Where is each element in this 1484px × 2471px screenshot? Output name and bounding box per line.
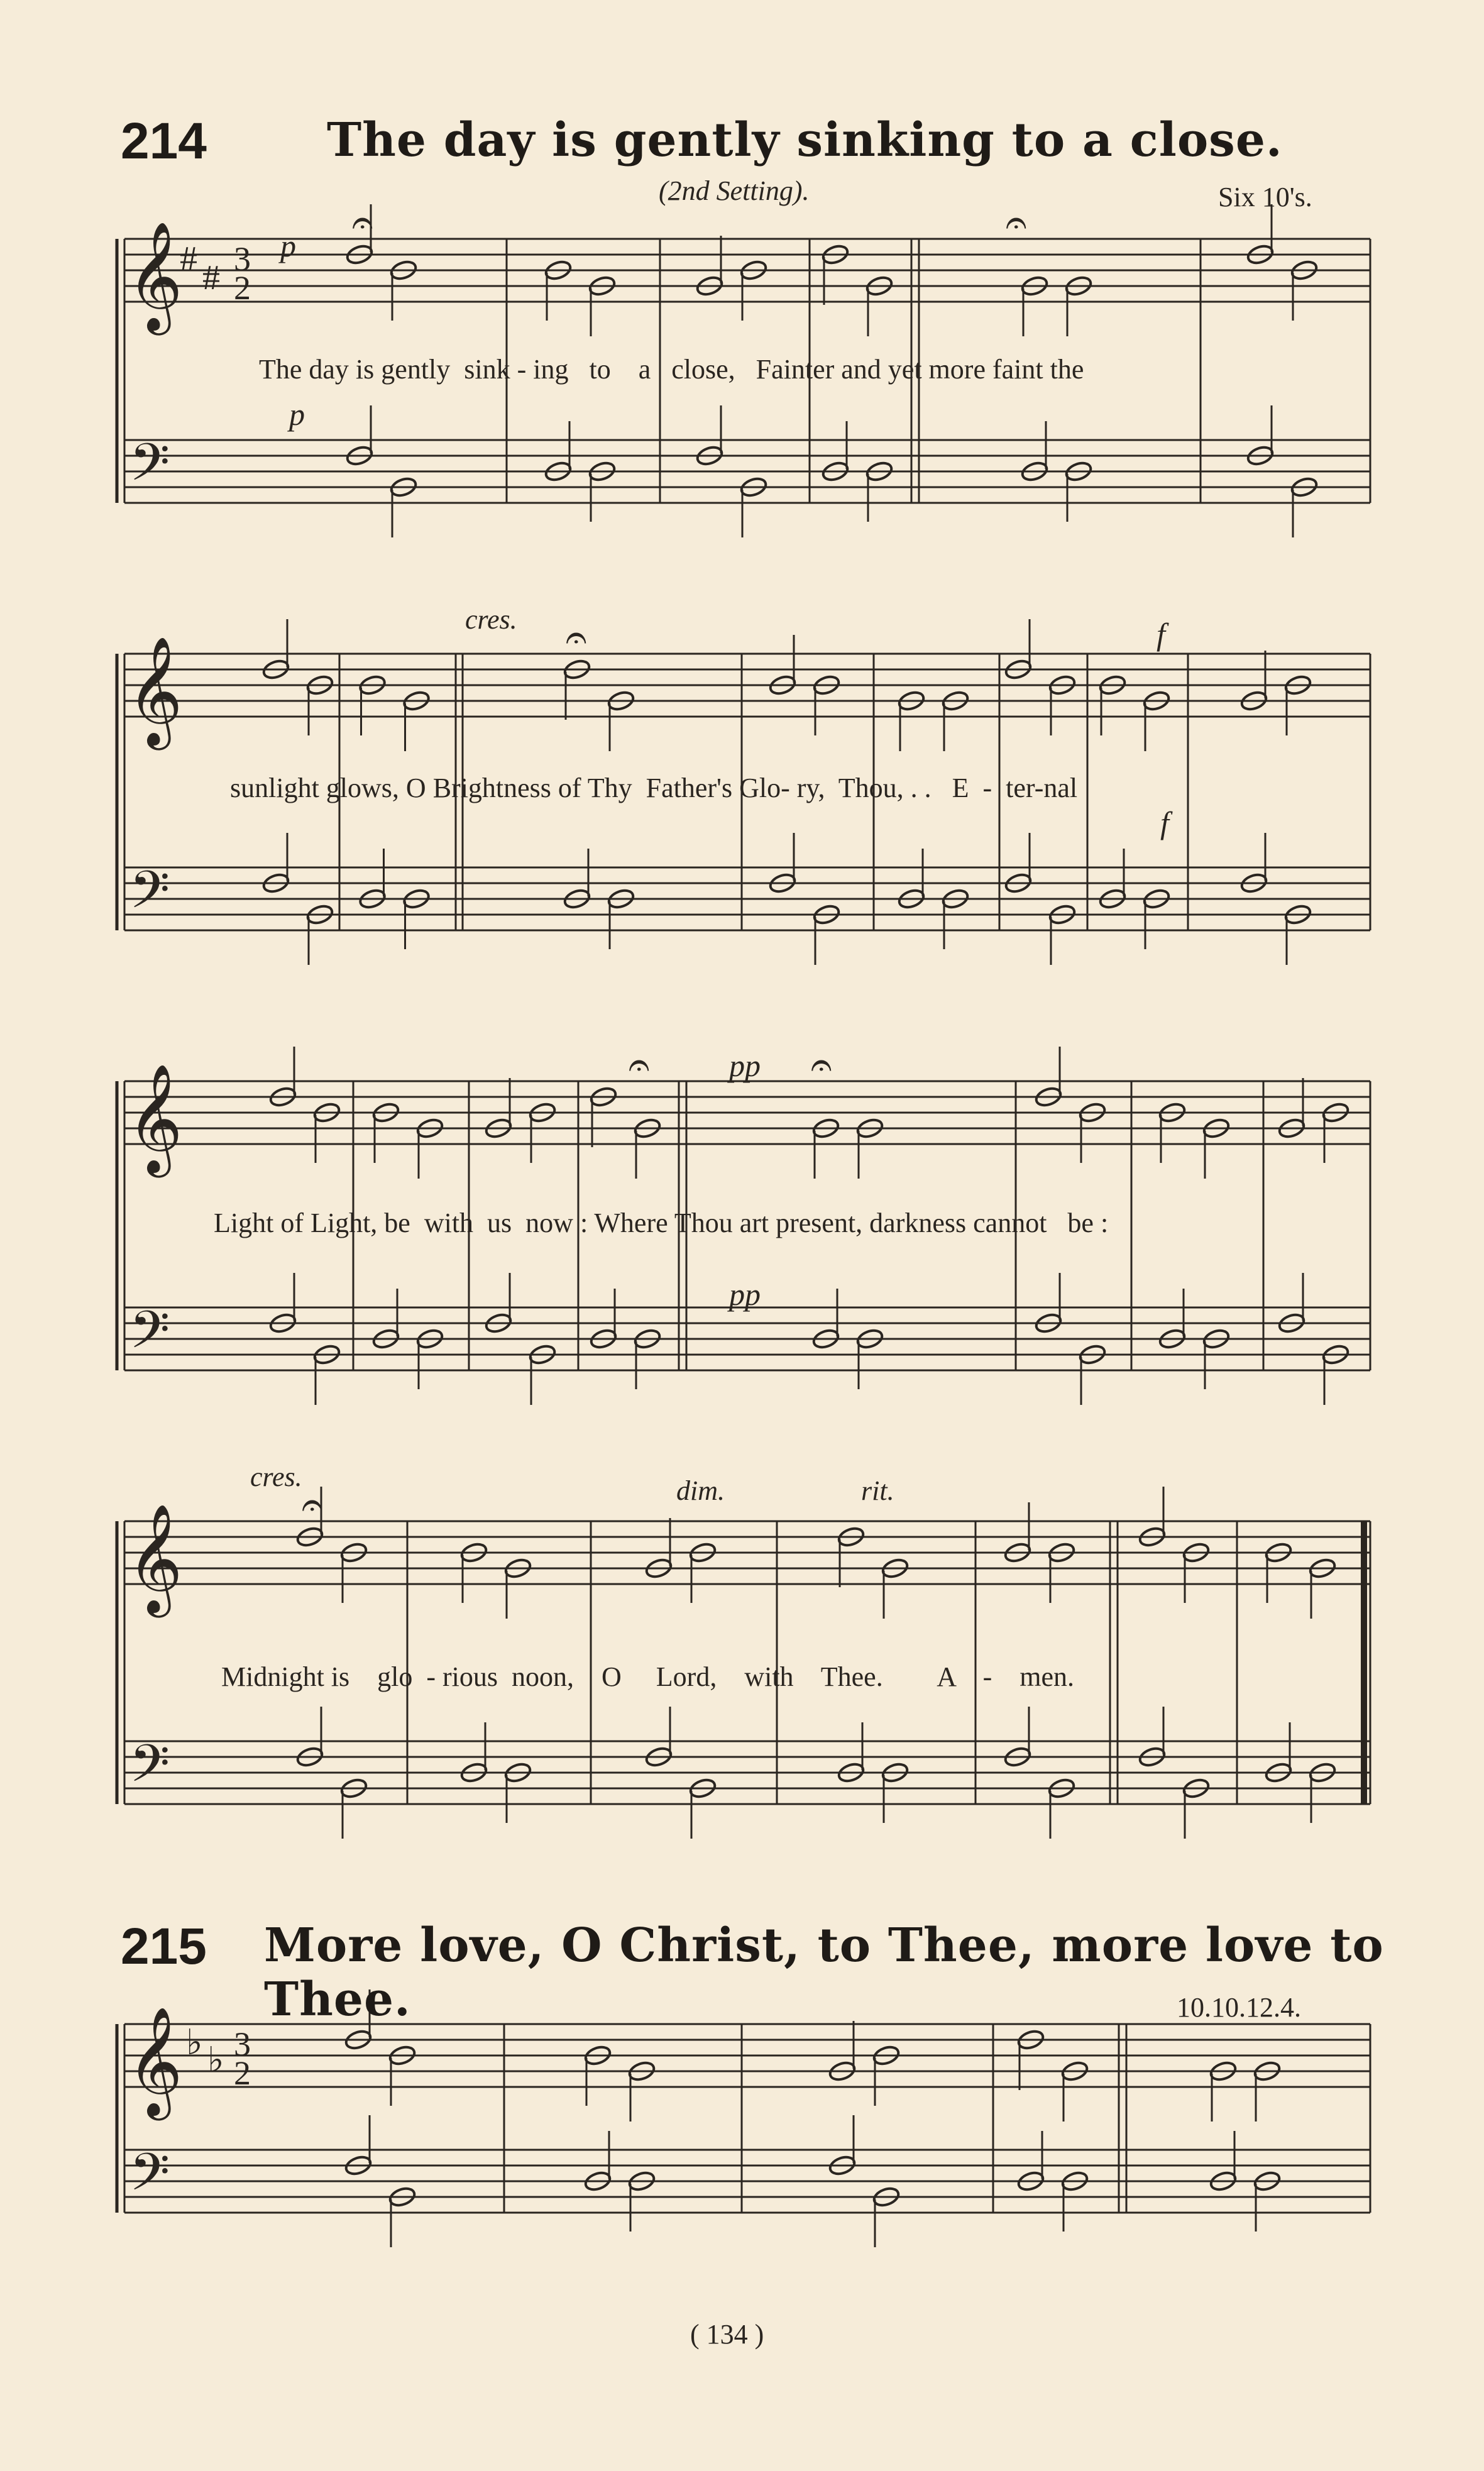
- hymn-214-lyric-line-3: Light of Light, be with us now : Where Thou art present, darkness cannot be :: [214, 1208, 1109, 1238]
- hymn-214-lyric-line-4: Midnight is glo - rious noon, O Lord, with Thee. A - men.: [221, 1661, 1075, 1692]
- treble-clef-2: 𝄞: [127, 639, 183, 744]
- treble-clef-5: 𝄞: [127, 2010, 183, 2114]
- key-signature-flat: ♭: [207, 2041, 224, 2080]
- dynamic-cres: cres.: [250, 1461, 302, 1492]
- fermata: 𝄐: [629, 1044, 650, 1086]
- bass-clef-5: 𝄢: [129, 2144, 170, 2214]
- hymn-215-number: 215: [121, 1918, 207, 1975]
- dynamic-rit: rit.: [861, 1475, 894, 1506]
- time-signature-top: 3: [234, 2025, 251, 2063]
- fermata: 𝄐: [566, 617, 587, 658]
- treble-clef-3: 𝄞: [127, 1067, 183, 1171]
- dynamic-p: p: [289, 397, 305, 432]
- hymn-215-meter: 10.10.12.4.: [1177, 1992, 1301, 2023]
- key-signature-sharp: #: [180, 239, 197, 278]
- fermata: 𝄐: [352, 202, 373, 243]
- hymn-214-lyric-line-1: The day is gently sink - ing to a close, Fainter and yet more faint the: [259, 354, 1084, 385]
- time-signature-top: 3: [234, 240, 251, 278]
- hymn-214-number: 214: [121, 113, 207, 170]
- bass-clef-4: 𝄢: [129, 1736, 170, 1805]
- bass-staff-1: [124, 440, 1370, 503]
- dynamic-f: f: [1160, 805, 1169, 840]
- bass-staff-5: [124, 2150, 1370, 2213]
- treble-staff-1: [124, 239, 1370, 302]
- hymn-214-lyric-line-2: sunlight glows, O Brightness of Thy Father's Glo- ry, Thou, . . E - ter-nal: [230, 773, 1078, 803]
- time-signature-bottom: 2: [234, 269, 251, 307]
- fermata: 𝄐: [1006, 202, 1027, 243]
- hymn-214-meter: Six 10's.: [1218, 182, 1312, 212]
- treble-clef-1: 𝄞: [127, 224, 183, 329]
- dynamic-f: f: [1157, 617, 1165, 652]
- fermata: 𝄐: [811, 1044, 832, 1086]
- hymn-214-setting: (2nd Setting).: [659, 175, 810, 206]
- dynamic-p: p: [280, 228, 296, 263]
- bass-staff-4: [124, 1741, 1370, 1804]
- dynamic-pp: pp: [729, 1048, 761, 1083]
- bass-clef-1: 𝄢: [129, 434, 170, 504]
- bass-clef-2: 𝄢: [129, 862, 170, 932]
- bass-clef-3: 𝄢: [129, 1302, 170, 1372]
- treble-staff-2: [124, 654, 1370, 717]
- key-signature-flat: ♭: [186, 2023, 203, 2062]
- fermata: 𝄐: [302, 1484, 323, 1526]
- dynamic-cres: cres.: [465, 604, 517, 635]
- dynamic-pp: pp: [729, 1277, 761, 1312]
- hymn-215-title: More love, O Christ, to Thee, more love to Thee.: [264, 1918, 1384, 2027]
- treble-staff-5: [124, 2024, 1370, 2087]
- treble-clef-4: 𝄞: [127, 1507, 183, 1611]
- time-signature-bottom: 2: [234, 2054, 251, 2092]
- page-number: ( 134 ): [690, 2319, 764, 2350]
- dynamic-dim: dim.: [676, 1475, 725, 1506]
- key-signature-sharp: #: [202, 258, 220, 297]
- hymn-214-title: The day is gently sinking to a close.: [327, 113, 1283, 167]
